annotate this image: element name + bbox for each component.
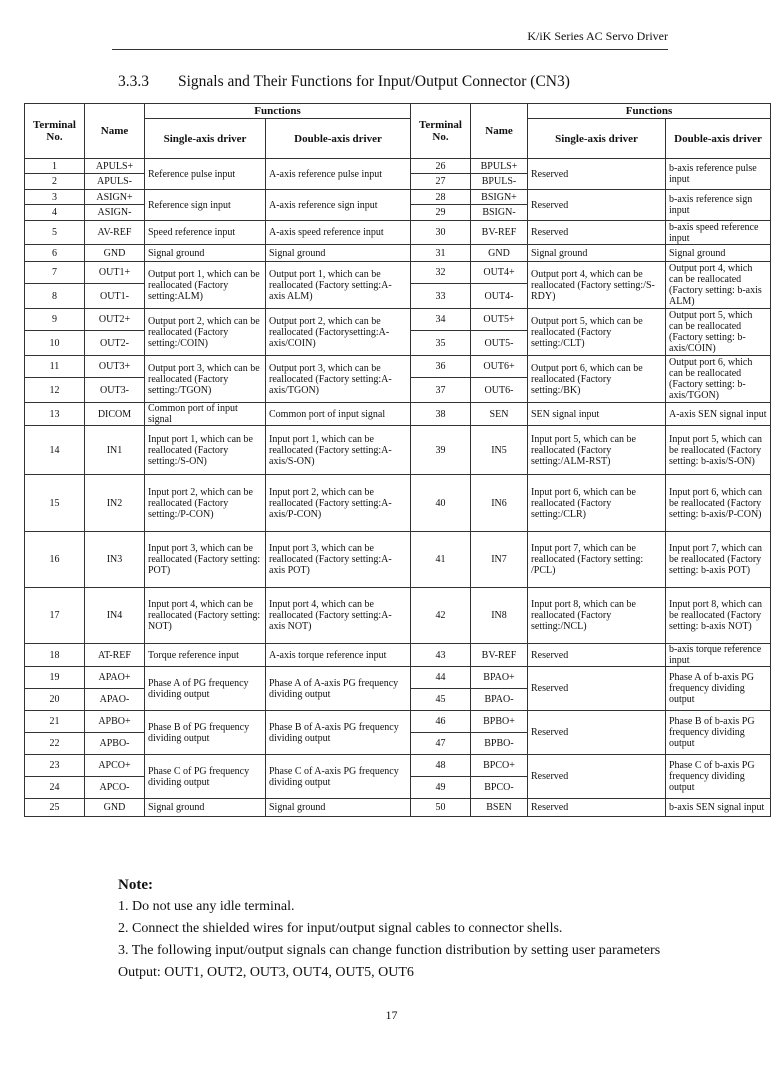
signal-name-cell: OUT5+	[471, 309, 528, 331]
terminal-no-cell: 47	[411, 733, 471, 755]
signal-name-cell: GND	[471, 245, 528, 262]
single-axis-function-cell: Torque reference input	[145, 644, 266, 667]
double-axis-function-cell: Phase B of b-axis PG frequency dividing output	[666, 711, 771, 755]
terminal-no-cell: 36	[411, 356, 471, 378]
section-title: Signals and Their Functions for Input/Output Connector (CN3)	[178, 73, 570, 90]
single-axis-function-cell: Input port 1, which can be reallocated (Factory setting:/S-ON)	[145, 426, 266, 475]
note-line: 2. Connect the shielded wires for input/output signal cables to connector shells.	[118, 921, 563, 936]
single-axis-function-cell: Signal ground	[145, 245, 266, 262]
terminal-no-cell: 29	[411, 205, 471, 221]
signal-name-cell: ASIGN+	[85, 190, 145, 205]
terminal-no-cell: 34	[411, 309, 471, 331]
terminal-no-cell: 31	[411, 245, 471, 262]
signal-name-cell: IN3	[85, 532, 145, 588]
terminal-no-cell: 16	[25, 532, 85, 588]
terminal-no-cell: 48	[411, 755, 471, 777]
table-row	[25, 588, 771, 644]
signal-name-cell: SEN	[471, 403, 528, 426]
signal-name-cell: OUT2+	[85, 309, 145, 331]
single-axis-function-cell: Output port 4, which can be reallocated (Factory setting:/S-RDY)	[528, 262, 666, 309]
terminal-no-cell: 15	[25, 475, 85, 532]
cn3-signal-table	[24, 103, 771, 817]
signal-name-cell: BPBO+	[471, 711, 528, 733]
terminal-no-cell: 18	[25, 644, 85, 667]
double-axis-function-cell: Input port 8, which can be reallocated (Factory setting: b-axis NOT)	[666, 588, 771, 644]
terminal-no-cell: 11	[25, 356, 85, 378]
terminal-no-cell: 45	[411, 689, 471, 711]
double-axis-function-cell: Input port 1, which can be reallocated (Factory setting:A-axis/S-ON)	[266, 426, 411, 475]
double-axis-function-cell: Input port 6, which can be reallocated (Factory setting: b-axis/P-CON)	[666, 475, 771, 532]
single-axis-function-cell: Reserved	[528, 711, 666, 755]
double-axis-function-cell: Phase C of A-axis PG frequency dividing output	[266, 755, 411, 799]
header-functions-left: Functions	[145, 104, 411, 119]
terminal-no-cell: 2	[25, 174, 85, 190]
single-axis-function-cell: Reserved	[528, 159, 666, 190]
terminal-no-cell: 23	[25, 755, 85, 777]
terminal-no-cell: 26	[411, 159, 471, 174]
note-line: Output: OUT1, OUT2, OUT3, OUT4, OUT5, OUT6	[118, 965, 414, 980]
terminal-no-cell: 40	[411, 475, 471, 532]
header-terminal-right: Terminal No.	[411, 104, 471, 159]
signal-name-cell: OUT6-	[471, 378, 528, 403]
terminal-no-cell: 5	[25, 221, 85, 245]
table-row	[25, 190, 771, 205]
double-axis-function-cell: b-axis speed reference input	[666, 221, 771, 245]
signal-name-cell: BV-REF	[471, 221, 528, 245]
signal-name-cell: DICOM	[85, 403, 145, 426]
table-row	[25, 426, 771, 475]
header-single-right: Single-axis driver	[528, 119, 666, 159]
single-axis-function-cell: Reserved	[528, 190, 666, 221]
table-row	[25, 711, 771, 733]
header-functions-right: Functions	[528, 104, 771, 119]
terminal-no-cell: 50	[411, 799, 471, 817]
table-row	[25, 799, 771, 817]
signal-name-cell: BPCO+	[471, 755, 528, 777]
signal-name-cell: GND	[85, 799, 145, 817]
signal-name-cell: APULS+	[85, 159, 145, 174]
signal-name-cell: OUT3+	[85, 356, 145, 378]
terminal-no-cell: 22	[25, 733, 85, 755]
terminal-no-cell: 43	[411, 644, 471, 667]
terminal-no-cell: 4	[25, 205, 85, 221]
single-axis-function-cell: Reserved	[528, 221, 666, 245]
terminal-no-cell: 41	[411, 532, 471, 588]
table-row	[25, 644, 771, 667]
signal-name-cell: IN8	[471, 588, 528, 644]
double-axis-function-cell: Input port 7, which can be reallocated (Factory setting: b-axis POT)	[666, 532, 771, 588]
note-section	[118, 874, 660, 984]
terminal-no-cell: 37	[411, 378, 471, 403]
signal-name-cell: BSIGN-	[471, 205, 528, 221]
signal-name-cell: BSIGN+	[471, 190, 528, 205]
terminal-no-cell: 17	[25, 588, 85, 644]
single-axis-function-cell: Input port 6, which can be reallocated (Factory setting:/CLR)	[528, 475, 666, 532]
single-axis-function-cell: Phase B of PG frequency dividing output	[145, 711, 266, 755]
header-terminal-left: Terminal No.	[25, 104, 85, 159]
page-number: 17	[385, 1008, 398, 1022]
table-row	[25, 356, 771, 378]
terminal-no-cell: 27	[411, 174, 471, 190]
table-row	[25, 221, 771, 245]
terminal-no-cell: 38	[411, 403, 471, 426]
double-axis-function-cell: A-axis speed reference input	[266, 221, 411, 245]
terminal-no-cell: 42	[411, 588, 471, 644]
double-axis-function-cell: b-axis SEN signal input	[666, 799, 771, 817]
signal-name-cell: OUT1-	[85, 284, 145, 309]
table-row	[25, 159, 771, 174]
signal-name-cell: GND	[85, 245, 145, 262]
signal-name-cell: APBO-	[85, 733, 145, 755]
single-axis-function-cell: Input port 4, which can be reallocated (Factory setting: NOT)	[145, 588, 266, 644]
single-axis-function-cell: Reserved	[528, 644, 666, 667]
double-axis-function-cell: Input port 5, which can be reallocated (Factory setting: b-axis/S-ON)	[666, 426, 771, 475]
single-axis-function-cell: Phase A of PG frequency dividing output	[145, 667, 266, 711]
signal-name-cell: APAO+	[85, 667, 145, 689]
terminal-no-cell: 8	[25, 284, 85, 309]
single-axis-function-cell: Speed reference input	[145, 221, 266, 245]
signal-name-cell: APAO-	[85, 689, 145, 711]
single-axis-function-cell: Reserved	[528, 799, 666, 817]
header-double-left: Double-axis driver	[266, 119, 411, 159]
section-heading	[118, 73, 570, 91]
signal-name-cell: OUT1+	[85, 262, 145, 284]
single-axis-function-cell: SEN signal input	[528, 403, 666, 426]
terminal-no-cell: 24	[25, 777, 85, 799]
single-axis-function-cell: Input port 5, which can be reallocated (Factory setting:/ALM-RST)	[528, 426, 666, 475]
table-row	[25, 245, 771, 262]
single-axis-function-cell: Common port of input signal	[145, 403, 266, 426]
header-name-left: Name	[85, 104, 145, 159]
section-number: 3.3.3	[118, 73, 149, 90]
double-axis-function-cell: Signal ground	[666, 245, 771, 262]
terminal-no-cell: 46	[411, 711, 471, 733]
terminal-no-cell: 1	[25, 159, 85, 174]
single-axis-function-cell: Output port 2, which can be reallocated (Factory setting:/COIN)	[145, 309, 266, 356]
terminal-no-cell: 44	[411, 667, 471, 689]
single-axis-function-cell: Phase C of PG frequency dividing output	[145, 755, 266, 799]
terminal-no-cell: 28	[411, 190, 471, 205]
double-axis-function-cell: Input port 3, which can be reallocated (Factory setting:A-axis POT)	[266, 532, 411, 588]
double-axis-function-cell: Phase A of b-axis PG frequency dividing output	[666, 667, 771, 711]
signal-name-cell: APBO+	[85, 711, 145, 733]
signal-name-cell: APULS-	[85, 174, 145, 190]
signal-name-cell: BSEN	[471, 799, 528, 817]
double-axis-function-cell: Signal ground	[266, 799, 411, 817]
running-header: K/iK Series AC Servo Driver	[527, 29, 668, 43]
table-row	[25, 262, 771, 284]
signal-name-cell: IN5	[471, 426, 528, 475]
single-axis-function-cell: Input port 8, which can be reallocated (Factory setting:/NCL)	[528, 588, 666, 644]
terminal-no-cell: 12	[25, 378, 85, 403]
signal-name-cell: BPULS+	[471, 159, 528, 174]
terminal-no-cell: 30	[411, 221, 471, 245]
terminal-no-cell: 3	[25, 190, 85, 205]
single-axis-function-cell: Reserved	[528, 667, 666, 711]
terminal-no-cell: 21	[25, 711, 85, 733]
signal-name-cell: BPCO-	[471, 777, 528, 799]
terminal-no-cell: 49	[411, 777, 471, 799]
signal-name-cell: OUT2-	[85, 331, 145, 356]
single-axis-function-cell: Input port 2, which can be reallocated (Factory setting:/P-CON)	[145, 475, 266, 532]
table-row	[25, 403, 771, 426]
signal-name-cell: OUT5-	[471, 331, 528, 356]
double-axis-function-cell: Phase A of A-axis PG frequency dividing output	[266, 667, 411, 711]
double-axis-function-cell: b-axis reference pulse input	[666, 159, 771, 190]
signal-name-cell: ASIGN-	[85, 205, 145, 221]
double-axis-function-cell: Common port of input signal	[266, 403, 411, 426]
terminal-no-cell: 7	[25, 262, 85, 284]
header-name-right: Name	[471, 104, 528, 159]
signal-name-cell: AV-REF	[85, 221, 145, 245]
note-title: Note:	[118, 877, 153, 893]
terminal-no-cell: 19	[25, 667, 85, 689]
signal-name-cell: APCO+	[85, 755, 145, 777]
note-line: 1. Do not use any idle terminal.	[118, 899, 295, 914]
terminal-no-cell: 39	[411, 426, 471, 475]
table-row	[25, 755, 771, 777]
double-axis-function-cell: A-axis SEN signal input	[666, 403, 771, 426]
single-axis-function-cell: Output port 6, which can be reallocated (Factory setting:/BK)	[528, 356, 666, 403]
single-axis-function-cell: Input port 7, which can be reallocated (Factory setting: /PCL)	[528, 532, 666, 588]
header-rule	[112, 49, 668, 50]
double-axis-function-cell: A-axis torque reference input	[266, 644, 411, 667]
table-row	[25, 475, 771, 532]
double-axis-function-cell: Output port 3, which can be reallocated (Factory setting:A-axis/TGON)	[266, 356, 411, 403]
double-axis-function-cell: Output port 4, which can be reallocated (Factory setting: b-axis ALM)	[666, 262, 771, 309]
double-axis-function-cell: Phase B of A-axis PG frequency dividing output	[266, 711, 411, 755]
note-line: 3. The following input/output signals can change function distribution by setting user parameters	[118, 943, 661, 958]
double-axis-function-cell: A-axis reference pulse input	[266, 159, 411, 190]
double-axis-function-cell: A-axis reference sign input	[266, 190, 411, 221]
signal-name-cell: IN1	[85, 426, 145, 475]
single-axis-function-cell: Input port 3, which can be reallocated (Factory setting: POT)	[145, 532, 266, 588]
terminal-no-cell: 20	[25, 689, 85, 711]
terminal-no-cell: 25	[25, 799, 85, 817]
signal-name-cell: IN4	[85, 588, 145, 644]
single-axis-function-cell: Signal ground	[528, 245, 666, 262]
signal-name-cell: OUT6+	[471, 356, 528, 378]
double-axis-function-cell: Phase C of b-axis PG frequency dividing output	[666, 755, 771, 799]
single-axis-function-cell: Output port 3, which can be reallocated (Factory setting:/TGON)	[145, 356, 266, 403]
terminal-no-cell: 10	[25, 331, 85, 356]
signal-name-cell: APCO-	[85, 777, 145, 799]
terminal-no-cell: 9	[25, 309, 85, 331]
double-axis-function-cell: b-axis reference sign input	[666, 190, 771, 221]
terminal-no-cell: 33	[411, 284, 471, 309]
signal-name-cell: OUT4-	[471, 284, 528, 309]
double-axis-function-cell: Signal ground	[266, 245, 411, 262]
signal-name-cell: IN2	[85, 475, 145, 532]
header-single-left: Single-axis driver	[145, 119, 266, 159]
single-axis-function-cell: Reserved	[528, 755, 666, 799]
single-axis-function-cell: Output port 1, which can be reallocated (Factory setting:ALM)	[145, 262, 266, 309]
double-axis-function-cell: Output port 6, which can be reallocated (Factory setting: b-axis/TGON)	[666, 356, 771, 403]
table-row	[25, 532, 771, 588]
double-axis-function-cell: Output port 1, which can be reallocated (Factory setting:A-axis ALM)	[266, 262, 411, 309]
terminal-no-cell: 32	[411, 262, 471, 284]
signal-name-cell: BPAO+	[471, 667, 528, 689]
double-axis-function-cell: Output port 5, which can be reallocated (Factory setting: b-axis/COIN)	[666, 309, 771, 356]
double-axis-function-cell: Input port 4, which can be reallocated (Factory setting:A-axis NOT)	[266, 588, 411, 644]
signal-name-cell: BV-REF	[471, 644, 528, 667]
signal-name-cell: BPAO-	[471, 689, 528, 711]
signal-name-cell: OUT3-	[85, 378, 145, 403]
signal-name-cell: BPBO-	[471, 733, 528, 755]
terminal-no-cell: 14	[25, 426, 85, 475]
single-axis-function-cell: Reference sign input	[145, 190, 266, 221]
header-double-right: Double-axis driver	[666, 119, 771, 159]
single-axis-function-cell: Signal ground	[145, 799, 266, 817]
single-axis-function-cell: Reference pulse input	[145, 159, 266, 190]
table-row	[25, 667, 771, 689]
terminal-no-cell: 35	[411, 331, 471, 356]
table-row	[25, 309, 771, 331]
signal-name-cell: AT-REF	[85, 644, 145, 667]
terminal-no-cell: 6	[25, 245, 85, 262]
double-axis-function-cell: b-axis torque reference input	[666, 644, 771, 667]
double-axis-function-cell: Input port 2, which can be reallocated (Factory setting:A-axis/P-CON)	[266, 475, 411, 532]
signal-name-cell: IN7	[471, 532, 528, 588]
signal-name-cell: OUT4+	[471, 262, 528, 284]
single-axis-function-cell: Output port 5, which can be reallocated (Factory setting:/CLT)	[528, 309, 666, 356]
signal-name-cell: BPULS-	[471, 174, 528, 190]
terminal-no-cell: 13	[25, 403, 85, 426]
double-axis-function-cell: Output port 2, which can be reallocated (Factorysetting:A-axis/COIN)	[266, 309, 411, 356]
table-body	[25, 159, 771, 817]
signal-name-cell: IN6	[471, 475, 528, 532]
